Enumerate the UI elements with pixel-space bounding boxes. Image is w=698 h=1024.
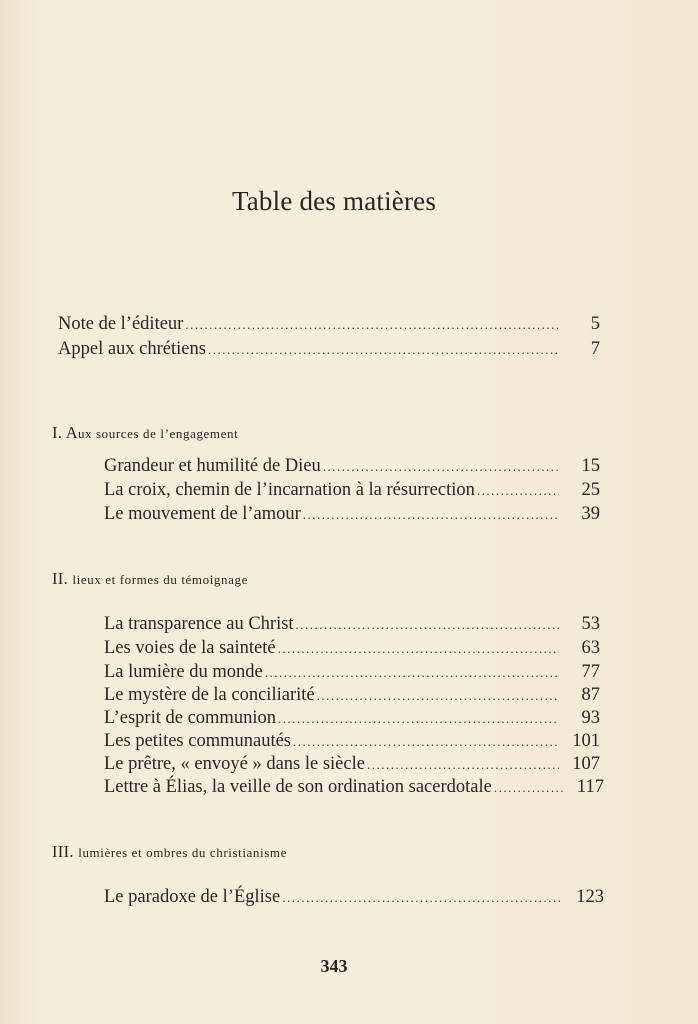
dot-leader [278, 707, 559, 731]
section-initial: A [65, 423, 78, 442]
dot-leader [265, 661, 559, 685]
toc-entry-label: Le mystère de la conciliarité [104, 685, 315, 705]
toc-entry [104, 775, 604, 800]
toc-entry-page: 25 [581, 480, 600, 500]
toc-entry [104, 885, 604, 910]
dot-leader [278, 637, 559, 661]
toc-entry [104, 752, 600, 777]
toc-entry-label: Les petites communautés [104, 731, 292, 751]
toc-entry-page: 39 [581, 504, 600, 524]
toc-entry [104, 478, 600, 503]
toc-entry-label: Les voies de la sainteté [104, 638, 276, 658]
dot-leader [185, 313, 559, 337]
dot-leader [317, 684, 559, 708]
section-numeral: II. [52, 569, 69, 588]
dot-leader [323, 455, 559, 479]
toc-entry-label: Note de l’éditeur [58, 314, 184, 334]
toc-entry-page: 123 [576, 887, 604, 907]
toc-entry-page: 53 [581, 614, 600, 634]
toc-entry-label: Lettre à Élias, la veille de son ordination sacerdotale [104, 777, 492, 797]
toc-entry-page: 5 [590, 314, 600, 334]
page-title: Table des matières [231, 186, 437, 216]
section-title: ux sources de l’engagement [77, 426, 239, 441]
dot-leader [293, 730, 559, 754]
toc-entry [104, 706, 600, 731]
section-title: lieux et formes du témoignage [72, 572, 248, 587]
toc-entry-label: La croix, chemin de l’incarnation à la résurrection [104, 480, 475, 500]
toc-entry-label: La transparence au Christ [104, 614, 294, 634]
dot-leader [296, 613, 559, 637]
dot-leader [477, 479, 559, 503]
toc-entry [104, 454, 600, 479]
section-numeral: III. [52, 842, 74, 861]
dot-leader [494, 776, 563, 800]
section-numeral: I. [52, 423, 63, 442]
toc-entry-page: 93 [581, 708, 600, 728]
toc-entry-label: Le mouvement de l’amour [104, 504, 301, 524]
toc-entry [104, 683, 600, 708]
toc-entry [104, 636, 600, 661]
toc-entry-page: 77 [581, 662, 600, 682]
toc-entry-label: La lumière du monde [104, 662, 263, 682]
toc-entry-label: Le paradoxe de l’Église [104, 887, 281, 907]
section-heading-1 [52, 423, 238, 443]
toc-entry-page: 15 [581, 456, 600, 476]
section-title: lumières et ombres du christianisme [78, 845, 287, 860]
dot-leader [282, 886, 563, 910]
toc-entry-page: 87 [581, 685, 600, 705]
toc-entry-page: 117 [576, 777, 604, 797]
toc-entry [104, 502, 600, 527]
toc-entry [58, 312, 600, 337]
section-heading-2 [52, 569, 248, 589]
toc-entry-page: 101 [572, 731, 600, 751]
toc-entry [58, 337, 600, 362]
toc-entry-label: Le prêtre, « envoyé » dans le siècle [104, 754, 365, 774]
toc-entry [104, 612, 600, 637]
toc-entry [104, 660, 600, 685]
dot-leader [208, 338, 559, 362]
toc-entry-label: Appel aux chrétiens [58, 339, 206, 359]
toc-entry-page: 107 [572, 754, 600, 774]
toc-entry-label: Grandeur et humilité de Dieu [104, 456, 321, 476]
page-number: 343 [320, 956, 348, 976]
dot-leader [303, 503, 559, 527]
toc-entry [104, 729, 600, 754]
dot-leader [367, 753, 559, 777]
toc-entry-label: L’esprit de communion [104, 708, 276, 728]
toc-entry-page: 63 [581, 638, 600, 658]
section-heading-3 [52, 842, 287, 862]
toc-entry-page: 7 [590, 339, 600, 359]
